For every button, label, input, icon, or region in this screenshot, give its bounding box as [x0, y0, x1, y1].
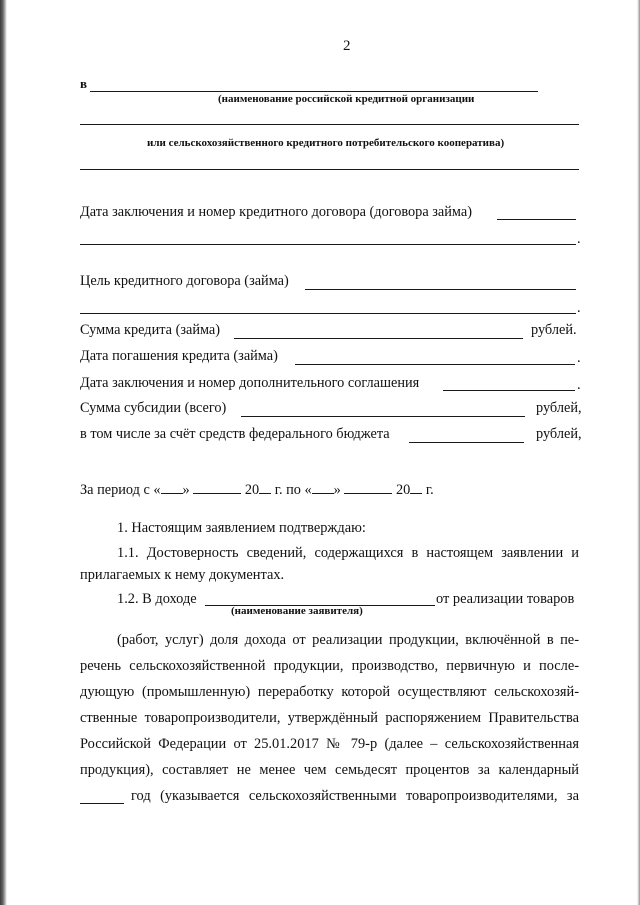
period-month1-line — [193, 480, 241, 494]
purpose-line — [305, 289, 576, 290]
addendum-line — [443, 390, 575, 391]
period-day1-line — [161, 480, 183, 494]
recipient-prefix: в — [80, 76, 88, 91]
maturity-label: Дата погашения кредита (займа) — [80, 348, 278, 364]
period-mark: . — [577, 350, 581, 366]
caption-applicant: (наименование заявителя) — [231, 605, 363, 617]
period-quote1: » — [182, 482, 190, 498]
paragraph-1-2-start: 1.2. В доходе — [117, 591, 197, 607]
period-from-label: За период с « — [80, 482, 161, 498]
period-year2: 20 — [395, 482, 411, 498]
federal-budget-rubles: рублей, — [536, 426, 582, 442]
contract-date-line — [497, 219, 576, 220]
period-mark: . — [577, 300, 581, 316]
loan-amount-line — [234, 338, 523, 339]
period-to-label: по « — [286, 482, 312, 498]
period-day2-line — [312, 480, 334, 494]
body-line-3: дующую (промышленную) переработку которой осуществляют сельскохозяй- — [80, 684, 579, 700]
recipient-org-line-2 — [80, 124, 579, 125]
period-mark: . — [577, 231, 581, 247]
body-line-4: ственные товаропроизводители, утверждённый распоряжением Правительства — [80, 710, 579, 726]
purpose-label: Цель кредитного договора (займа) — [80, 273, 289, 289]
period-year1-line — [259, 480, 271, 494]
loan-amount-label: Сумма кредита (займа) — [80, 322, 221, 338]
period-year2-line — [410, 480, 422, 494]
recipient-org-line-3 — [80, 169, 579, 170]
subsidy-line — [241, 416, 525, 417]
period-mark: . — [577, 377, 581, 393]
caption-coop: или сельскохозяйственного кредитного потребительского кооператива) — [147, 137, 505, 149]
federal-budget-line — [409, 442, 524, 443]
body-line-7: год (указывается сельскохозяйственными товаропроизводителями, за — [131, 788, 579, 804]
period-row — [80, 480, 434, 499]
paragraph-1-1-line1: 1.1. Достоверность сведений, содержащихся в настоящем заявлении и — [117, 545, 579, 561]
body-line-6: продукция), составляет не менее чем семьдесят процентов за календарный — [80, 762, 579, 778]
body-line-1: (работ, услуг) доля дохода от реализации продукции, включённой в пе- — [117, 632, 579, 648]
contract-date-line-2 — [80, 244, 576, 245]
caption-org: (наименование российской кредитной организации — [218, 93, 475, 105]
federal-budget-label: в том числе за счёт средств федерального бюджета — [80, 426, 390, 442]
period-month2-line — [344, 480, 392, 494]
paragraph-1-1-line2: прилагаемых к нему документах. — [80, 567, 285, 583]
subsidy-label: Сумма субсидии (всего) — [80, 400, 227, 416]
page-number: 2 — [343, 38, 351, 54]
loan-amount-rubles: рублей. — [531, 322, 577, 338]
paragraph-1: 1. Настоящим заявлением подтверждаю: — [117, 520, 366, 536]
addendum-label: Дата заключения и номер дополнительного соглашения — [80, 375, 420, 391]
period-year1: 20 — [244, 482, 260, 498]
body-line-5: Российской Федерации от 25.01.2017 № 79-р (далее – сельскохозяйственная — [80, 736, 579, 752]
maturity-line — [295, 364, 575, 365]
period-quote2: » — [333, 482, 341, 498]
subsidy-rubles: рублей, — [536, 400, 582, 416]
scan-edge-left — [0, 0, 7, 905]
purpose-line-2 — [80, 313, 576, 314]
body-line-2: речень сельскохозяйственной продукции, производство, первичную и после- — [80, 658, 579, 674]
contract-date-label: Дата заключения и номер кредитного договора (договора займа) — [80, 204, 472, 220]
paragraph-1-2-end: от реализации товаров — [436, 591, 575, 607]
recipient-org-line — [90, 91, 538, 92]
period-g1: г. — [274, 482, 283, 498]
year-line — [80, 803, 124, 804]
period-g2: г. — [425, 482, 434, 498]
